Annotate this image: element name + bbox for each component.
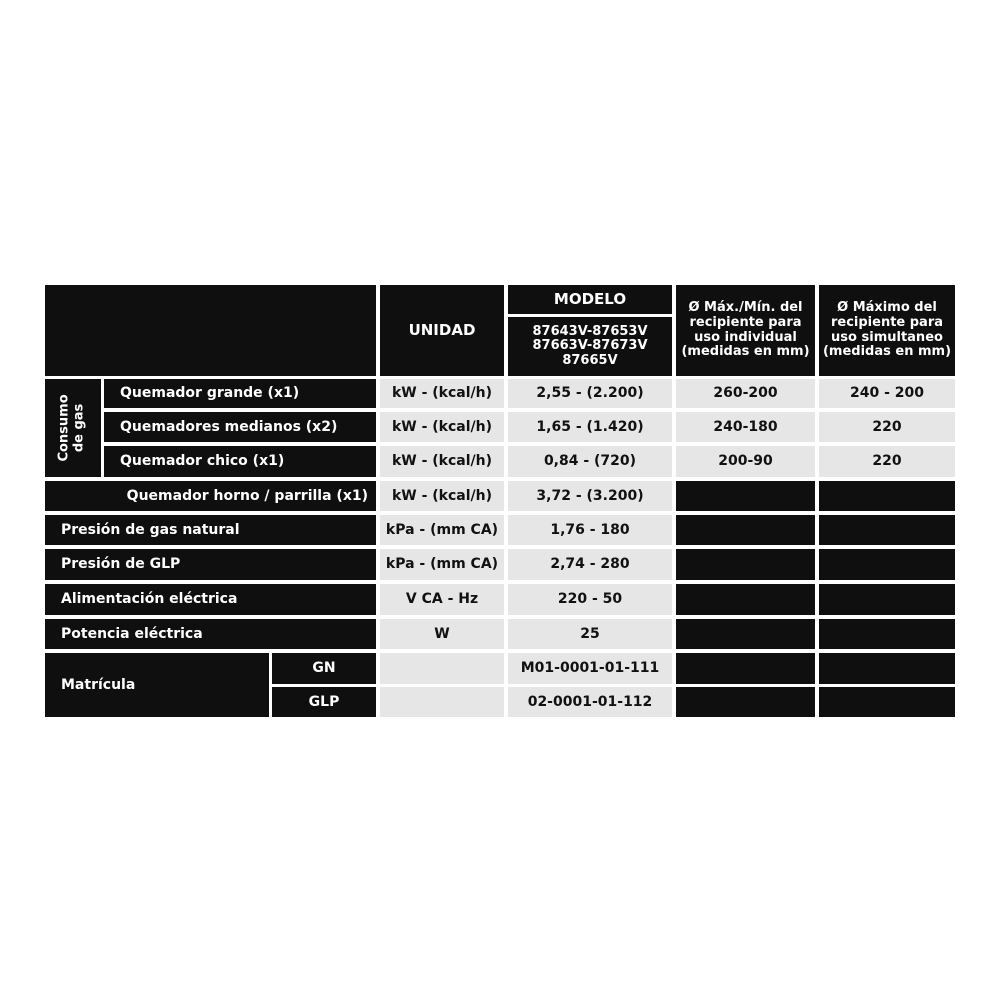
row-value: 0,84 - (720)	[508, 446, 672, 477]
row-value: 2,55 - (2.200)	[508, 379, 672, 408]
matricula-glp-label: GLP	[272, 687, 376, 717]
diam-simultaneo-line-1: Ø Máximo del	[837, 300, 937, 316]
empty-cell	[380, 687, 504, 717]
row-individual: 200-90	[676, 446, 815, 477]
row-value: 25	[508, 619, 672, 649]
row-unit: kW - (kcal/h)	[380, 481, 504, 511]
group-line-2: de gas	[72, 403, 88, 453]
row-label: Alimentación eléctrica	[45, 584, 376, 615]
row-label: Presión de gas natural	[45, 515, 376, 545]
row-value: 3,72 - (3.200)	[508, 481, 672, 511]
matricula-gn-value: M01-0001-01-111	[508, 653, 672, 684]
row-simultaneo: 240 - 200	[819, 379, 955, 408]
row-value: 220 - 50	[508, 584, 672, 615]
model-line-3: 87665V	[562, 352, 618, 368]
empty-cell	[676, 687, 815, 717]
row-unit: kW - (kcal/h)	[380, 446, 504, 477]
row-individual: 240-180	[676, 412, 815, 442]
empty-cell	[819, 619, 955, 649]
group-consumo-label	[58, 394, 88, 461]
empty-cell	[676, 515, 815, 545]
row-individual: 260-200	[676, 379, 815, 408]
header-diametro-simultaneo	[819, 285, 955, 376]
empty-cell	[676, 619, 815, 649]
row-label: Quemador horno / parrilla (x1)	[45, 481, 376, 511]
diam-individual-line-2: recipiente para	[689, 314, 802, 330]
header-diametro-individual	[676, 285, 815, 376]
group-line-1: Consumo	[57, 394, 73, 462]
empty-cell	[819, 584, 955, 615]
row-unit: W	[380, 619, 504, 649]
empty-cell	[819, 653, 955, 684]
diam-individual-line-1: Ø Máx./Mín. del	[688, 300, 803, 316]
empty-cell	[819, 481, 955, 511]
empty-cell	[676, 549, 815, 580]
row-label: Potencia eléctrica	[45, 619, 376, 649]
row-value: 1,65 - (1.420)	[508, 412, 672, 442]
row-value: 1,76 - 180	[508, 515, 672, 545]
group-consumo-de-gas	[45, 379, 101, 477]
diam-individual-line-4: (medidas en mm)	[681, 344, 810, 360]
row-unit: kW - (kcal/h)	[380, 412, 504, 442]
matricula-gn-label: GN	[272, 653, 376, 684]
empty-cell	[380, 653, 504, 684]
diam-simultaneo-line-2: recipiente para	[830, 314, 944, 330]
row-label: Presión de GLP	[45, 549, 376, 580]
header-unidad: UNIDAD	[380, 285, 504, 376]
empty-cell	[819, 549, 955, 580]
row-unit: kPa - (mm CA)	[380, 515, 504, 545]
empty-cell	[676, 584, 815, 615]
empty-cell	[676, 481, 815, 511]
diam-simultaneo-line-3: uso simultaneo	[831, 329, 943, 345]
empty-cell	[819, 515, 955, 545]
row-value: 2,74 - 280	[508, 549, 672, 580]
row-simultaneo: 220	[819, 412, 955, 442]
row-unit: kW - (kcal/h)	[380, 379, 504, 408]
model-line-1: 87643V-87653V	[532, 323, 648, 339]
header-modelo: MODELO	[508, 285, 672, 314]
header-corner	[45, 285, 376, 376]
header-model-numbers	[508, 317, 672, 376]
row-simultaneo: 220	[819, 446, 955, 477]
empty-cell	[819, 687, 955, 717]
row-label: Quemador grande (x1)	[104, 379, 376, 408]
matricula-glp-value: 02-0001-01-112	[508, 687, 672, 717]
row-label: Quemadores medianos (x2)	[104, 412, 376, 442]
diam-individual-line-3: uso individual	[694, 329, 797, 345]
row-unit: kPa - (mm CA)	[380, 549, 504, 580]
row-label: Quemador chico (x1)	[104, 446, 376, 477]
empty-cell	[676, 653, 815, 684]
model-line-2: 87663V-87673V	[532, 338, 648, 354]
row-unit: V CA - Hz	[380, 584, 504, 615]
diam-simultaneo-line-4: (medidas en mm)	[822, 344, 952, 360]
matricula-label: Matrícula	[45, 653, 269, 717]
